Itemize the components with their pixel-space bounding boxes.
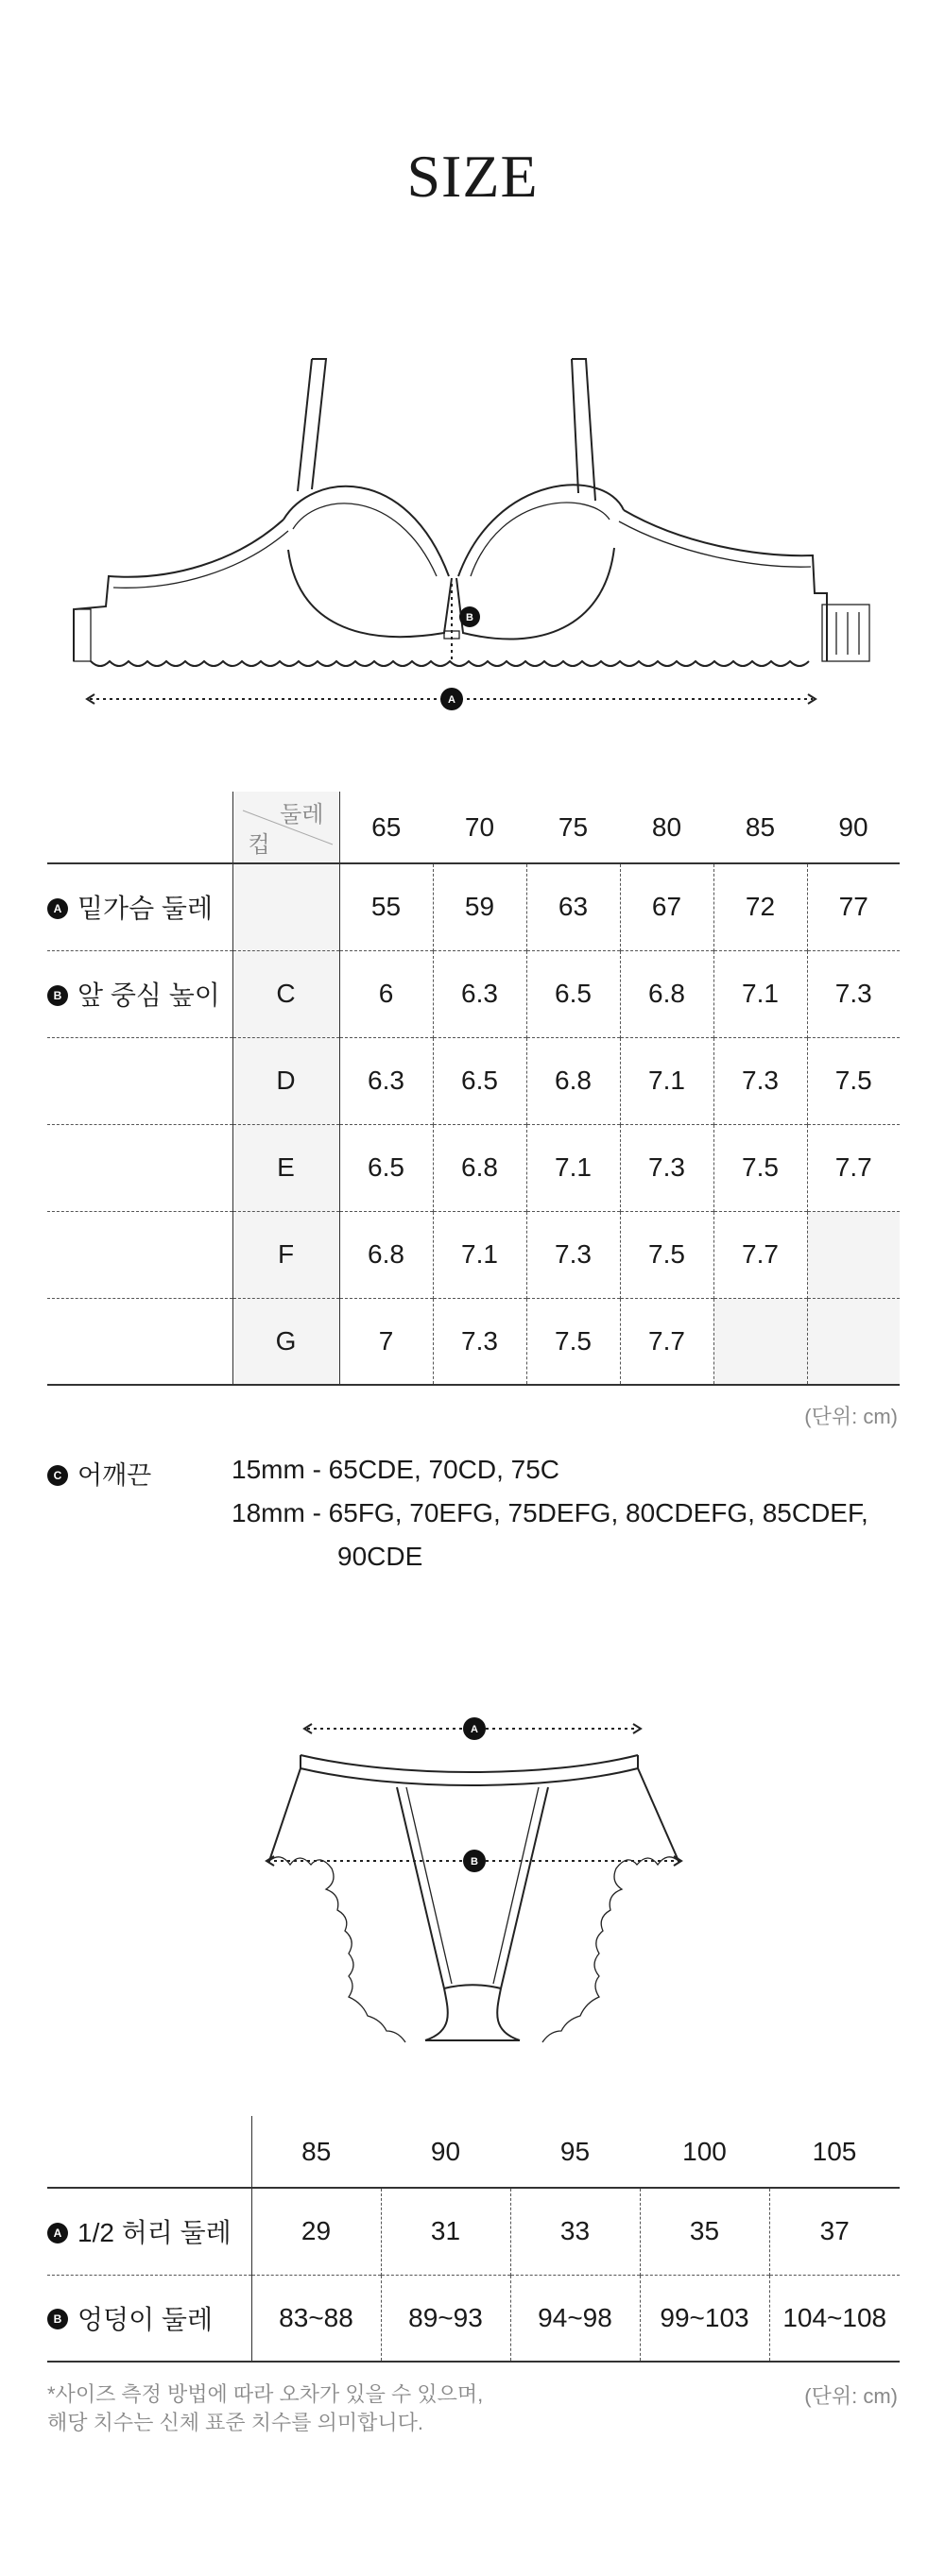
table-cell: 6.3 [433,950,526,1037]
table-cell [807,1298,900,1385]
table-cell: 6.8 [620,950,713,1037]
table-cell: 6.8 [526,1037,620,1124]
table-cell: 31 [381,2188,510,2275]
table-cell: 94~98 [510,2275,640,2362]
band-header: 75 [558,811,589,842]
page-title: SIZE [406,143,539,210]
table-cell: 7.3 [807,950,900,1037]
table-cell: 77 [807,863,900,950]
table-cell: 55 [339,863,433,950]
table-cell: 7.1 [620,1037,713,1124]
center-height-label: B 앞 중심 높이 [47,950,232,1037]
table-cell: 7.1 [526,1124,620,1211]
bra-unit-note: (단위: cm) [804,1405,898,1428]
band-header: 70 [464,811,495,842]
table-cell: 7.5 [807,1037,900,1124]
measurement-note [47,2380,483,2437]
strap-label: C 어깨끈 [47,1455,151,1492]
band-header: 65 [339,792,433,863]
underbust-label: A 밑가슴 둘레 [47,863,232,950]
cup-label: F [232,1211,339,1298]
size-header: 100 [682,2136,727,2166]
corner-bottom-label: 컵 [248,832,270,858]
cup-row-e [47,1124,900,1211]
table-cell: 63 [526,863,620,950]
size-header: 90 [430,2136,461,2166]
size-header: 85 [251,2116,381,2188]
svg-text:A: A [448,694,455,706]
cup-row-g [47,1298,900,1385]
cup-label: C [232,950,339,1037]
hip-label: B 엉덩이 둘레 [47,2275,251,2362]
bra-illustration [0,350,945,727]
table-cell: 104~108 [769,2275,900,2362]
table-cell: 6.5 [339,1124,433,1211]
cup-label: D [232,1037,339,1124]
waist-row [47,2188,900,2275]
size-header: 95 [559,2136,591,2166]
svg-text:B: B [471,1856,478,1868]
band-header: 80 [651,811,682,842]
table-cell: 6.3 [339,1037,433,1124]
table-cell [807,1211,900,1298]
table-cell: 7.5 [526,1298,620,1385]
cup-label: E [232,1124,339,1211]
svg-text:A: A [471,1724,478,1735]
table-cell: 29 [251,2188,381,2275]
panty-unit-note: (단위: cm) [804,2384,898,2408]
table-cell: 6.5 [526,950,620,1037]
table-cell: 7.1 [713,950,807,1037]
table-cell: 7.1 [433,1211,526,1298]
table-cell: 6.8 [339,1211,433,1298]
table-cell: 67 [620,863,713,950]
cup-row-c [47,950,900,1037]
strap-line-1: 15mm - 65CDE, 70CD, 75C [232,1455,560,1484]
table-cell: 6.5 [433,1037,526,1124]
corner-top-label: 둘레 [280,802,324,827]
band-header: 85 [745,811,776,842]
hip-row [47,2275,900,2362]
table-cell: 72 [713,863,807,950]
table-cell: 7 [339,1298,433,1385]
svg-text:B: B [466,612,473,623]
table-cell: 7.3 [713,1037,807,1124]
panty-size-table [47,2116,900,2363]
waist-label: A 1/2 허리 둘레 [47,2188,251,2275]
panty-illustration [0,1700,945,2059]
cup-row-f [47,1211,900,1298]
table-cell: 37 [769,2188,900,2275]
table-cell: 7.3 [620,1124,713,1211]
table-cell: 7.7 [620,1298,713,1385]
corner-cell [232,792,339,863]
cup-row-d [47,1037,900,1124]
table-cell: 7.3 [433,1298,526,1385]
note-line-2: 해당 치수는 신체 표준 치수를 의미합니다. [47,2411,423,2434]
table-cell: 99~103 [640,2275,769,2362]
table-cell: 35 [640,2188,769,2275]
note-line-1: *사이즈 측정 방법에 따라 오차가 있을 수 있으며, [47,2382,484,2406]
cup-label: G [232,1298,339,1385]
band-header: 90 [838,811,868,842]
table-cell [713,1298,807,1385]
strap-line-2: 18mm - 65FG, 70EFG, 75DEFG, 80CDEFG, 85CDEF, [232,1498,868,1527]
table-cell: 33 [510,2188,640,2275]
table-cell: 6 [339,950,433,1037]
table-cell: 7.3 [526,1211,620,1298]
bra-size-table [47,792,900,1386]
size-header: 105 [812,2136,857,2166]
table-cell: 6.8 [433,1124,526,1211]
table-cell: 59 [433,863,526,950]
table-cell: 7.7 [807,1124,900,1211]
table-cell: 83~88 [251,2275,381,2362]
table-cell: 7.5 [620,1211,713,1298]
strap-line-3: 90CDE [337,1542,423,1571]
table-cell: 7.7 [713,1211,807,1298]
underbust-row [47,863,900,950]
table-cell: 89~93 [381,2275,510,2362]
table-cell: 7.5 [713,1124,807,1211]
